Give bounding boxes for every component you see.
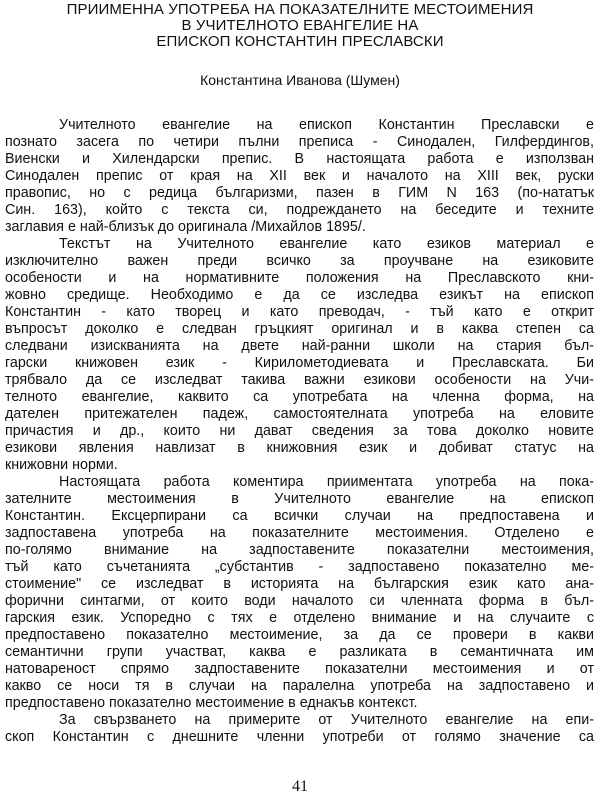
text-line: За свързването на примерите от Учителното евангелие на епи-	[59, 712, 594, 728]
text-line: семантични групи участват, каква е разликата в семантичната им	[5, 644, 594, 660]
text-line: стоимение" се изследват в историята на българския език като ана-	[5, 576, 594, 592]
text-line: зателните местоимения в Учителното евангелие на епископ	[5, 491, 594, 507]
text-line: правопис, но с редица българизми, пазен в ГИМ N 163 (по-нататък	[5, 185, 594, 201]
title-line-3: ЕПИСКОП КОНСТАНТИН ПРЕСЛАВСКИ	[156, 33, 444, 50]
text-line: въпросът доколко е следван гръцкият оригинал и в каква степен са	[5, 321, 594, 337]
text-line: задпоставена употреба на показателните местоимения. Отделено е	[5, 525, 594, 541]
text-line: Син. 163), който с текста си, подреждането на беседите и техните	[5, 202, 594, 218]
paragraph-3	[5, 474, 594, 712]
text-line: причастия и др., които ни дават сведения за това доколко новите	[5, 423, 594, 439]
paragraph-1	[5, 117, 594, 236]
paragraph-4	[5, 712, 594, 746]
text-line: изключително важен преди всичко за проучване на езиковите	[5, 253, 594, 269]
title-line-2: В УЧИТЕЛНОТО ЕВАНГЕЛИЕ НА	[181, 17, 419, 34]
text-line: Виенски и Хилендарски препис. В настоящата работа е използван	[5, 151, 594, 167]
paragraph-2	[5, 236, 594, 474]
text-line: познато засега по четири пълни преписа - Синодален, Гилфердингов,	[5, 134, 594, 150]
text-line: Настоящата работа коментира прииментата употреба на пока-	[59, 474, 594, 490]
text-line: какво се носи тя в случаи на паралелна употреба на задпоставено и	[5, 678, 594, 694]
text-line: особености и на нормативните положения на Преславското кни-	[5, 270, 594, 286]
text-line: форични синтагми, от които води началото си членната форма в бъл-	[5, 593, 594, 609]
text-line: дателен притежателен падеж, самостоятелната употреба на еловите	[5, 406, 594, 422]
text-line: по-голямо внимание на задпоставените показателни местоимения,	[5, 542, 594, 558]
text-line: Текстът на Учителното евангелие като езиков материал е	[59, 236, 594, 252]
text-line: предпоставено показателно местоимение, за да се провери в какви	[5, 627, 594, 643]
text-line: следвани изискванията на двете най-ранни школи на стария бъл-	[5, 338, 594, 354]
text-line: гарския език. Успоредно с тях е отделено внимание и на случаите с	[5, 610, 594, 626]
text-line: трябвало да се изследват такива важни езикови особености на Учи-	[5, 372, 594, 388]
text-line: Константин - като творец и като преводач, - тъй като е открит	[5, 304, 594, 320]
author-name: Константина Иванова (Шумен)	[200, 72, 400, 88]
text-line: езикови явления навлизат в книжовния език и добиват статус на	[5, 440, 594, 456]
text-line: заглавия е най-близък до оригинала /Михайлов 1895/.	[5, 219, 366, 235]
text-line: Константин. Ексцерпирани са всички случаи на предпоставена и	[5, 508, 594, 524]
text-line: телното евангелие, каквито са употребата на членна форма, на	[5, 389, 594, 405]
text-line: скоп Константин с днешните членни употреби от голямо значение са	[5, 729, 594, 745]
text-line: Учителното евангелие на епископ Константин Преславски е	[59, 117, 594, 133]
text-line: Синодален препис от края на XII век и началото на XIII век, руски	[5, 168, 594, 184]
text-line: тъй като съчетанията „субстантив - задпоставено показателно ме-	[5, 559, 594, 575]
text-line: жовно средище. Необходимо е да се изследва езикът на епископ	[5, 287, 594, 303]
text-line: гарски книжовен език - Кирилометодиевата и Преславската. Би	[5, 355, 594, 371]
text-line: книжовни норми.	[5, 457, 118, 473]
text-line: предпоставено показателно местоимение в еднакъв контекст.	[5, 695, 418, 711]
title-line-1: ПРИИМЕННА УПОТРЕБА НА ПОКАЗАТЕЛНИТЕ МЕСТОИМЕНИЯ	[66, 1, 534, 18]
article-body	[5, 117, 594, 746]
page-number: 41	[292, 778, 308, 795]
text-line: натовареност спрямо задпоставените показателни местоимения и от	[5, 661, 594, 677]
article-title	[0, 2, 600, 50]
